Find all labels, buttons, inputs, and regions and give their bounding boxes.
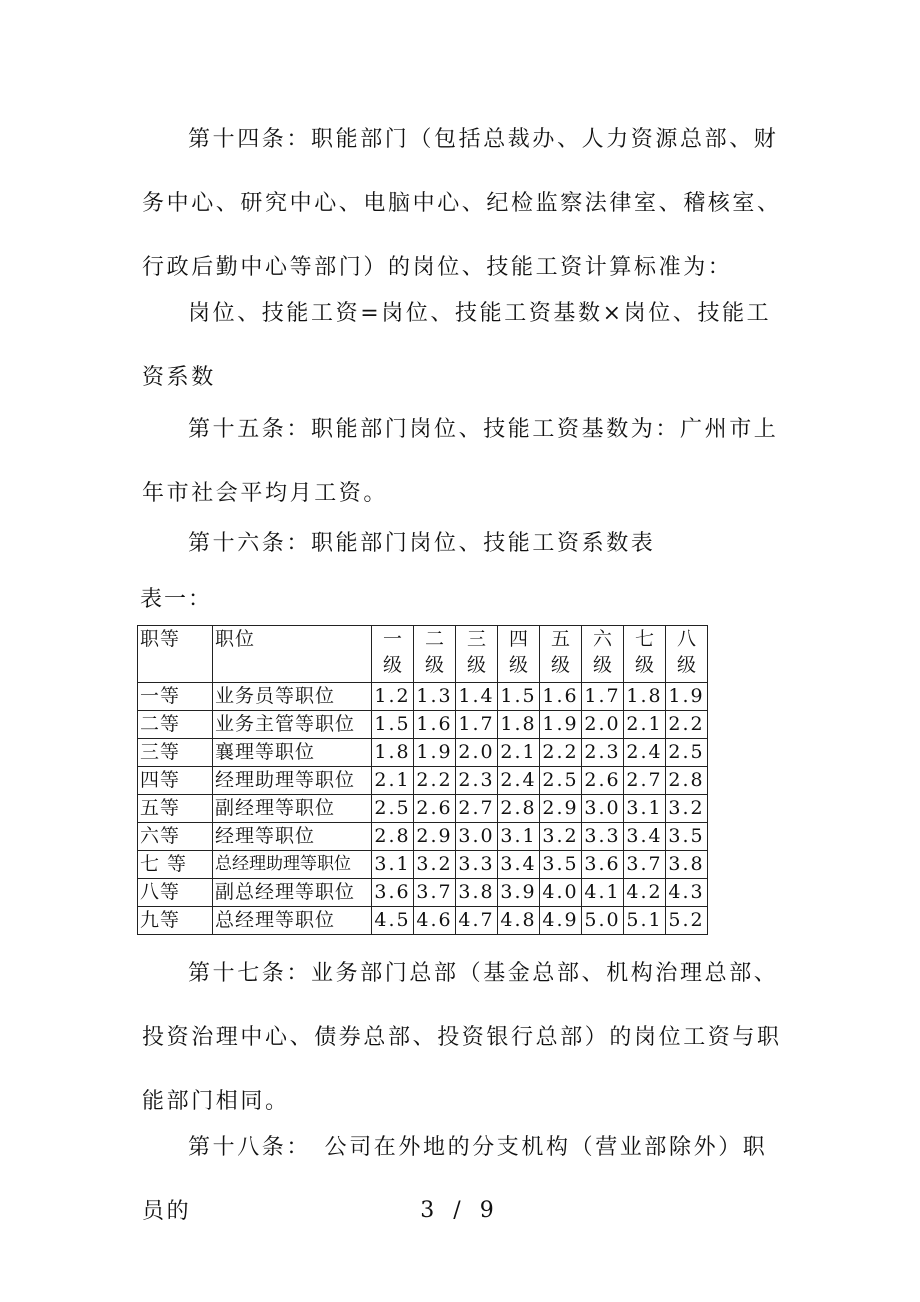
coefficient-cell: 3.7 [624,851,666,879]
coefficient-cell: 2.8 [666,767,708,795]
coefficient-cell: 2.2 [540,739,582,767]
coefficient-cell: 2.4 [624,739,666,767]
coefficient-cell: 2.7 [456,795,498,823]
coefficient-cell: 2.1 [624,711,666,739]
coefficient-cell: 1.9 [540,711,582,739]
grade-cell: 四等 [138,767,213,795]
table-row [138,711,708,739]
coefficient-cell: 3.3 [582,823,624,851]
position-cell: 副总经理等职位 [213,879,372,907]
coefficient-cell: 1.8 [372,739,414,767]
header-grade: 职等 [138,626,213,683]
coefficient-cell: 1.8 [624,683,666,711]
coefficient-cell: 3.2 [414,851,456,879]
coefficient-cell: 1.7 [456,711,498,739]
grade-cell: 六等 [138,823,213,851]
coefficient-cell: 1.4 [456,683,498,711]
coefficient-cell: 3.5 [666,823,708,851]
table-row [138,907,708,935]
coefficient-cell: 4.3 [666,879,708,907]
page-number: 3 / 9 [420,1198,500,1223]
table-row [138,739,708,767]
article-15-paragraph: 第十五条：职能部门岗位、技能工资基数为：广州市上年市社会平均月工资。 [142,417,779,506]
grade-cell: 七 等 [138,851,213,879]
position-cell: 总经理助理等职位 [213,851,372,879]
header-level-6: 六级 [582,626,624,683]
coefficient-cell: 3.1 [498,823,540,851]
grade-cell: 二等 [138,711,213,739]
coefficient-cell: 1.6 [414,711,456,739]
coefficient-cell: 3.5 [540,851,582,879]
coefficient-cell: 1.5 [372,711,414,739]
article-14-paragraph: 第十四条：职能部门（包括总裁办、人力资源总部、财务中心、研究中心、电脑中心、纪检监察法律室、稽核室、行政后勤中心等部门）的岗位、技能工资计算标准为： [142,127,782,280]
grade-cell: 八等 [138,879,213,907]
coefficient-cell: 1.7 [582,683,624,711]
coefficient-cell: 2.3 [456,767,498,795]
table-row [138,823,708,851]
coefficient-cell: 3.4 [624,823,666,851]
coefficient-cell: 5.1 [624,907,666,935]
table-header-row [138,626,708,683]
coefficient-cell: 3.3 [456,851,498,879]
coefficient-cell: 3.0 [582,795,624,823]
coefficient-cell: 2.1 [372,767,414,795]
coefficient-cell: 1.3 [414,683,456,711]
grade-cell: 五等 [138,795,213,823]
coefficient-cell: 2.3 [582,739,624,767]
wage-coefficient-table [137,625,708,935]
position-cell: 业务员等职位 [213,683,372,711]
coefficient-cell: 1.9 [414,739,456,767]
header-level-1: 一级 [372,626,414,683]
coefficient-cell: 2.1 [498,739,540,767]
header-level-8: 八级 [666,626,708,683]
coefficient-cell: 3.6 [582,851,624,879]
coefficient-cell: 2.9 [414,823,456,851]
table-row [138,683,708,711]
coefficient-cell: 3.0 [456,823,498,851]
coefficient-cell: 4.0 [540,879,582,907]
coefficient-cell: 3.8 [666,851,708,879]
coefficient-cell: 4.5 [372,907,414,935]
coefficient-cell: 3.7 [414,879,456,907]
position-cell: 襄理等职位 [213,739,372,767]
coefficient-cell: 4.9 [540,907,582,935]
coefficient-cell: 4.8 [498,907,540,935]
coefficient-cell: 3.4 [498,851,540,879]
coefficient-cell: 1.9 [666,683,708,711]
position-cell: 副经理等职位 [213,795,372,823]
coefficient-cell: 2.6 [414,795,456,823]
header-level-4: 四级 [498,626,540,683]
coefficient-cell: 2.0 [456,739,498,767]
coefficient-cell: 2.8 [498,795,540,823]
coefficient-cell: 4.6 [414,907,456,935]
coefficient-cell: 2.7 [624,767,666,795]
coefficient-cell: 2.6 [582,767,624,795]
position-cell: 业务主管等职位 [213,711,372,739]
table-row [138,879,708,907]
article-17-paragraph: 第十七条：业务部门总部（基金总部、机构治理总部、投资治理中心、债券总部、投资银行总部）的岗位工资与职能部门相同。 [142,961,782,1114]
table-row [138,851,708,879]
grade-cell: 三等 [138,739,213,767]
header-level-2: 二级 [414,626,456,683]
table-row [138,795,708,823]
coefficient-cell: 2.8 [372,823,414,851]
coefficient-cell: 1.2 [372,683,414,711]
table-label: 表一： [140,587,213,612]
position-cell: 经理助理等职位 [213,767,372,795]
coefficient-cell: 2.5 [372,795,414,823]
coefficient-cell: 5.0 [582,907,624,935]
coefficient-cell: 3.1 [624,795,666,823]
coefficient-cell: 1.8 [498,711,540,739]
position-cell: 总经理等职位 [213,907,372,935]
coefficient-cell: 2.5 [540,767,582,795]
position-cell: 经理等职位 [213,823,372,851]
table-row [138,767,708,795]
coefficient-cell: 1.6 [540,683,582,711]
coefficient-cell: 2.9 [540,795,582,823]
coefficient-cell: 2.2 [414,767,456,795]
coefficient-cell: 4.7 [456,907,498,935]
coefficient-cell: 2.4 [498,767,540,795]
coefficient-cell: 3.8 [456,879,498,907]
coefficient-cell: 3.6 [372,879,414,907]
coefficient-cell: 3.2 [666,795,708,823]
grade-cell: 一等 [138,683,213,711]
wage-formula-paragraph: 岗位、技能工资=岗位、技能工资基数×岗位、技能工资系数 [142,301,772,390]
coefficient-cell: 2.2 [666,711,708,739]
coefficient-cell: 2.5 [666,739,708,767]
coefficient-cell: 3.2 [540,823,582,851]
header-level-5: 五级 [540,626,582,683]
coefficient-cell: 4.1 [582,879,624,907]
coefficient-cell: 3.9 [498,879,540,907]
coefficient-cell: 5.2 [666,907,708,935]
coefficient-cell: 4.2 [624,879,666,907]
article-18-paragraph: 第十八条： 公司在外地的分支机构（营业部除外）职员的 [142,1135,768,1224]
grade-cell: 九等 [138,907,213,935]
article-16-paragraph: 第十六条：职能部门岗位、技能工资系数表 [188,531,656,556]
header-level-3: 三级 [456,626,498,683]
coefficient-cell: 1.5 [498,683,540,711]
coefficient-cell: 2.0 [582,711,624,739]
header-position: 职位 [213,626,372,683]
coefficient-cell: 3.1 [372,851,414,879]
header-level-7: 七级 [624,626,666,683]
